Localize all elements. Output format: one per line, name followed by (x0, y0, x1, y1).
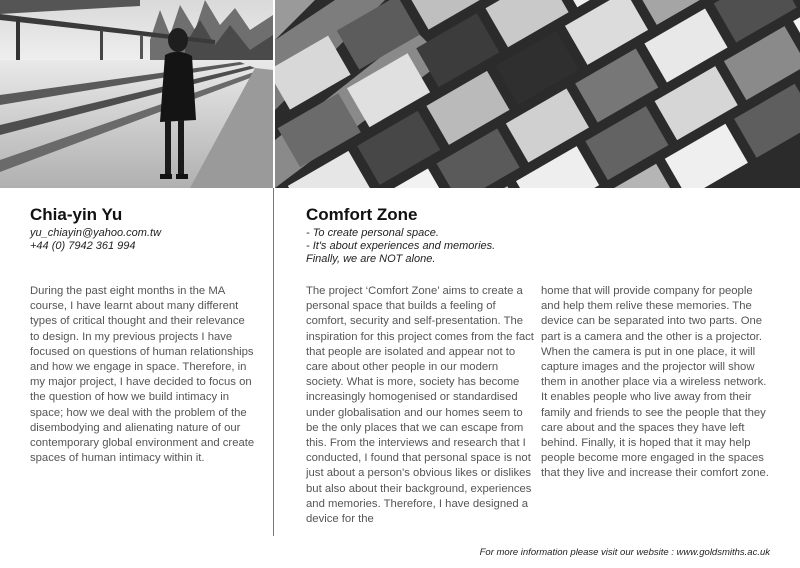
footer-website-note: For more information please visit our website : www.goldsmiths.ac.uk (479, 547, 770, 558)
tagline: - To create personal space. (306, 227, 439, 239)
author-name: Chia-yin Yu (30, 205, 123, 224)
platform-scene-illustration (0, 0, 273, 188)
tagline: Finally, we are NOT alone. (306, 253, 436, 265)
author-contact (30, 227, 161, 253)
project-title: Comfort Zone (306, 205, 418, 224)
tagline: - It's about experiences and memories. (306, 240, 496, 252)
author-phone: +44 (0) 7942 361 994 (30, 240, 136, 252)
project-description-part1: The project ‘Comfort Zone’ aims to create a personal space that builds a feeling of comfort, security and self-presentation. The inspiration for this project comes from the fact that people are isolated and appear not to care about other people in our modern society. What is more, society has become increasingly homogenised or standardised under globalisation and our homes seem to be the only places that we can escape from this. From the interviews and research that I conducted, I found that personal space is not just about a person's obvious likes or dislikes but also about their background, experiences and memories. Therefore, I have designed a device for the (306, 285, 534, 526)
author-email: yu_chiayin@yahoo.com.tw (30, 227, 162, 239)
project-taglines (306, 227, 495, 266)
project-description-part2: home that will provide company for people and help them relive these memories. The device can be separated into two parts. One part is a camera and the other is a projector. When the camera is put in one place, it will capture images and the projector will show them in another place via a wireless network. It enables people who live away from their family and friends to see the people that they care about and the spaces they have left behind. Finally, it is hoped that it may help people become more engaged in the spaces that they live and increase their comfort zone. (541, 285, 769, 480)
photo-wall-illustration (275, 0, 800, 188)
portrait-photo (0, 0, 273, 188)
author-bio: During the past eight months in the MA course, I have learnt about many different types of critical thought and their relevance to design. In my previous projects I have focused on questions of human relationships and how we engage in space. Therefore, in my major project, I have decided to focus on the question of how we build intimacy in space; how we deal with the problem of the disembodying and alienating nature of our contemporary global environment and create spaces of human intimacy within it. (30, 285, 255, 465)
column-divider (273, 188, 274, 536)
photo-collage (275, 0, 800, 188)
